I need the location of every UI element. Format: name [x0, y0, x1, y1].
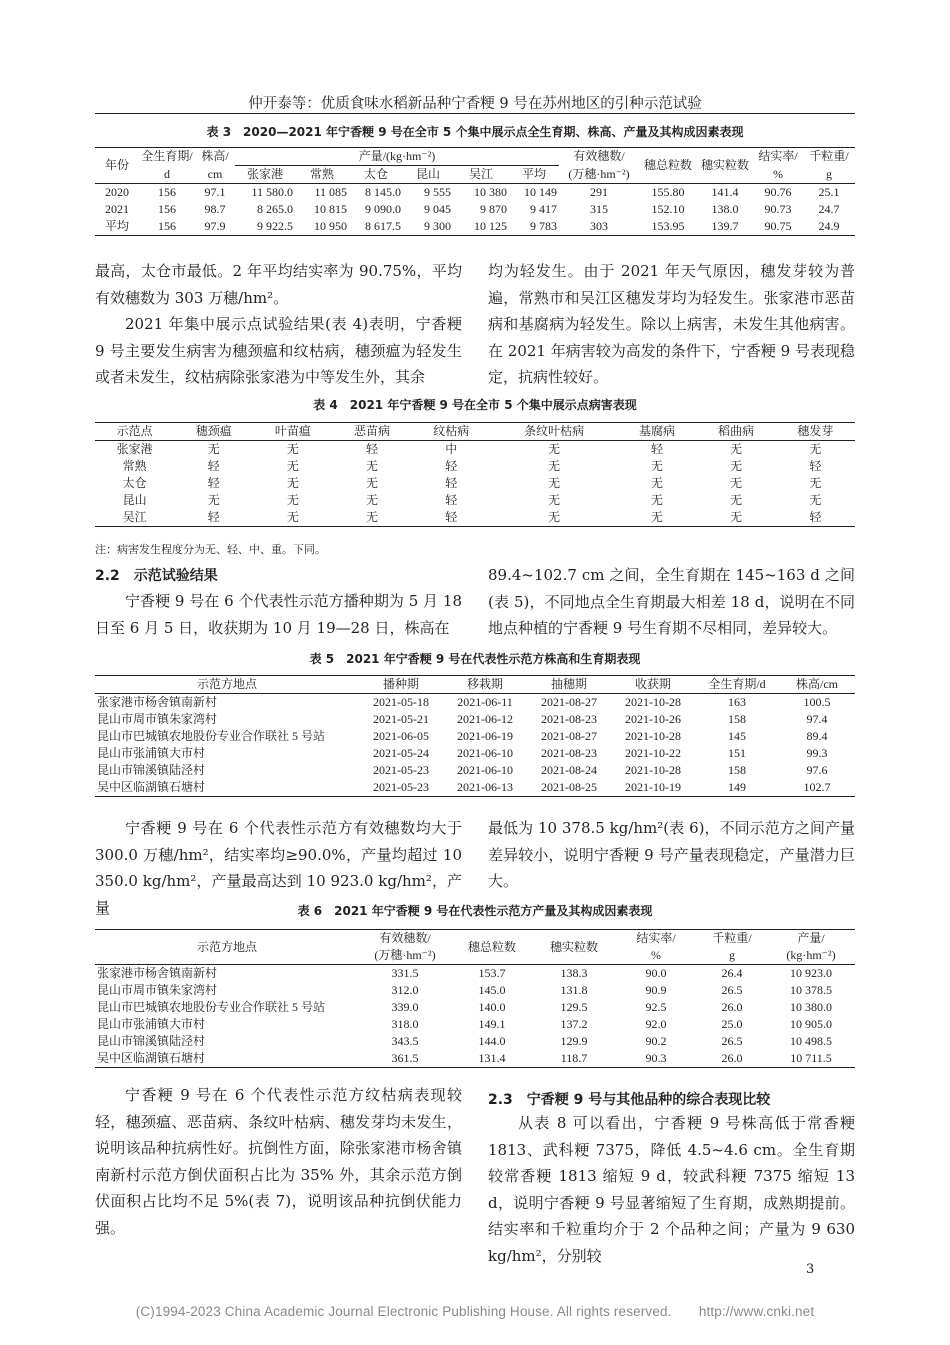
table5-caption: 表 5 2021 年宁香粳 9 号在代表性示范方株高和生育期表现: [309, 652, 641, 666]
para1-left-p1: 最高，太仓市最低。2 年平均结实率为 90.75%，平均有效穗数为 303 万穗/hm²。: [95, 262, 462, 307]
t6-h-yield-unit: (kg·hm⁻²): [786, 948, 836, 962]
table-cell: 无: [366, 459, 379, 473]
table-cell: 太仓: [122, 476, 147, 490]
table-cell: 26.5: [721, 983, 743, 997]
table-row: [95, 201, 855, 218]
table-cell: 26.0: [721, 1000, 743, 1014]
table-cell: 吴中区临湖镇石塘村: [97, 1051, 206, 1065]
table-cell: 140.0: [478, 1000, 506, 1014]
t6-h-tgw: [697, 930, 767, 965]
table-cell: 9 555: [424, 185, 451, 199]
table-cell: 2021-06-19: [457, 729, 513, 743]
table-cell: 149: [728, 780, 746, 794]
column-header: 穗颈瘟: [195, 424, 232, 438]
table-cell: 无: [809, 476, 822, 490]
table-row: [95, 745, 855, 762]
table-cell: 315: [590, 202, 608, 216]
table-row: [95, 779, 855, 797]
table-cell: 无: [650, 476, 663, 490]
table3-caption: 表 3 2020—2021 年宁香粳 9 号在全市 5 个集中展示点全生育期、株高、产量及其构成因素表现: [206, 125, 744, 139]
table-cell: 138.0: [711, 202, 739, 216]
table-cell: 92.5: [645, 1000, 667, 1014]
table-cell: 2021-06-05: [373, 729, 429, 743]
table-cell: 8 617.5: [365, 219, 401, 233]
t6-h-yield: [767, 930, 855, 965]
table-cell: 常熟: [122, 459, 147, 473]
table-cell: 10 711.5: [790, 1051, 832, 1065]
header-rule: [95, 113, 855, 114]
table-cell: 无: [286, 510, 299, 524]
table-cell: 无: [548, 476, 561, 490]
para2-right: [488, 815, 855, 895]
table-cell: 2021-06-12: [457, 712, 513, 726]
t3-h-site: 太仓: [363, 167, 388, 181]
table-cell: 2021-10-26: [625, 712, 681, 726]
table-cell: 9 045: [424, 202, 451, 216]
table-header-row: [95, 676, 855, 694]
table-cell: 昆山市巴城镇农地股份专业合作联社 5 号站: [97, 729, 326, 743]
table-cell: 26.5: [721, 1034, 743, 1048]
table-row: [95, 982, 855, 999]
t3-h-yield: 产量/(kg·hm⁻²): [235, 148, 559, 166]
t3-h-year: 年份: [95, 148, 139, 184]
table-cell: 轻: [809, 510, 822, 524]
table-header-row: [95, 423, 855, 441]
table-cell: 轻: [366, 442, 379, 456]
t6-h-filled: 穗实粒数: [549, 939, 598, 954]
table-cell: 2021-10-28: [625, 695, 681, 709]
table-row: [95, 184, 855, 202]
para3-left: [95, 1082, 462, 1241]
table-cell: 97.9: [204, 219, 226, 233]
table-cell: 361.5: [391, 1051, 419, 1065]
table-cell: 145: [728, 729, 746, 743]
column-header: 稻曲病: [718, 424, 755, 438]
table-cell: 343.5: [391, 1034, 419, 1048]
t6-h-tgw-label: 千粒重/: [712, 931, 752, 945]
column-header: 播种期: [382, 677, 419, 691]
column-header: 纹枯病: [433, 424, 470, 438]
table-cell: 25.1: [818, 185, 840, 199]
para1-right: [488, 258, 855, 391]
table-row: [95, 965, 855, 983]
t6-h-yield-label: 产量/: [797, 931, 825, 945]
t6-h-tgw-unit: g: [729, 948, 735, 962]
table-cell: 无: [286, 476, 299, 490]
table-cell: 2021-05-23: [373, 780, 429, 794]
table-cell: 339.0: [391, 1000, 419, 1014]
table-cell: 97.6: [806, 763, 828, 777]
table4: [95, 422, 855, 527]
table-cell: 无: [366, 476, 379, 490]
column-header: 叶苗瘟: [274, 424, 311, 438]
table4-note: 注：病害发生程度分为无、轻、中、重。下同。: [95, 543, 326, 556]
table6-caption: 表 6 2021 年宁香粳 9 号在代表性示范方产量及其构成因素表现: [297, 904, 653, 918]
table-cell: 9 090.0: [365, 202, 401, 216]
table-cell: 11 580.0: [251, 185, 293, 199]
para1-right-p: 均为轻发生。由于 2021 年天气原因，穗发芽较为普遍，常熟市和吴江区穗发芽均为轻发生。张家港市恶苗病和基腐病为轻发生。除以上病害，未发生其他病害。在 2021 年病害较为高发的条件下，宁香粳 9 号表现稳定，抗病性较好。: [488, 262, 855, 386]
table-cell: 张家港市杨舍镇南新村: [97, 695, 218, 709]
table-cell: 118.7: [560, 1051, 588, 1065]
table-cell: 2020: [105, 185, 129, 199]
table-cell: 102.7: [803, 780, 831, 794]
table-cell: 昆山市锦溪镇陆泾村: [97, 763, 206, 777]
table-row: [95, 762, 855, 779]
table-cell: 137.2: [560, 1017, 588, 1031]
table-cell: 139.7: [711, 219, 739, 233]
table-cell: 无: [650, 459, 663, 473]
table-cell: 8 265.0: [257, 202, 293, 216]
table-cell: 10 149: [524, 185, 557, 199]
table-cell: 131.4: [478, 1051, 506, 1065]
t6-h-panicles-label: 有效穗数/: [379, 931, 431, 945]
table-cell: 2021-10-22: [625, 746, 681, 760]
t3-h-tgw-unit: g: [826, 166, 832, 181]
table-row: [95, 1016, 855, 1033]
table-cell: 轻: [207, 476, 220, 490]
column-header: 收获期: [634, 677, 671, 691]
t3-h-growth: 全生育期/: [141, 149, 193, 164]
table-row: [95, 218, 855, 236]
table-cell: 2021: [105, 202, 129, 216]
table-cell: 153.95: [651, 219, 685, 233]
table-cell: 163: [728, 695, 746, 709]
table-cell: 2021-06-11: [457, 695, 513, 709]
copyright-footer: (C)1994-2023 China Academic Journal Electronic Publishing House. All rights reserved. http://www.cnki.net: [135, 1304, 815, 1319]
table-cell: 2021-08-27: [541, 729, 597, 743]
table-row: [95, 711, 855, 728]
column-header: 恶苗病: [354, 424, 391, 438]
table-cell: 轻: [445, 459, 458, 473]
table-cell: 无: [286, 442, 299, 456]
para3-left-p: 宁香粳 9 号在 6 个代表性示范方纹枯病表现较轻，穗颈瘟、恶苗病、条纹叶枯病、穗发芽均未发生，说明该品种抗病性好。抗倒性方面，除张家港市杨舍镇南新村示范方倒伏面积占比为 35% 外，其余示范方倒伏面积占比均不足 5%(表 7)，说明该品种抗倒伏能力强。: [95, 1086, 462, 1237]
section23-body: [488, 1110, 855, 1269]
t6-h-panicles: [359, 930, 451, 965]
table-cell: 318.0: [391, 1017, 419, 1031]
section23-text: 从表 8 可以看出，宁香粳 9 号株高低于常香粳 1813、武科粳 7375，降低 4.5~4.6 cm。全生育期较常香粳 1813 缩短 9 d，较武科粳 7375 缩短 13 d，说明宁香粳 9 号显著缩短了生育期，成熟期提前。结实率和千粒重均介于 2 个品种之间；产量为 9 630 kg/hm²，分别较: [488, 1114, 855, 1265]
table-cell: 无: [366, 510, 379, 524]
table-cell: 无: [548, 493, 561, 507]
section22-right: [488, 562, 855, 642]
table-cell: 轻: [650, 442, 663, 456]
table-cell: 97.4: [806, 712, 828, 726]
table-cell: 9 922.5: [257, 219, 293, 233]
table-cell: 吴中区临湖镇石塘村: [97, 780, 206, 794]
table-row: [95, 1050, 855, 1068]
table-cell: 144.0: [478, 1034, 506, 1048]
table-row: [95, 694, 855, 712]
section22-right-p: 89.4~102.7 cm 之间，全生育期在 145~163 d 之间(表 5)，不同地点全生育期最大相差 18 d，说明在不同地点种植的宁香粳 9 号生育期不尽相同，差异较大。: [488, 566, 855, 637]
table-cell: 151: [728, 746, 746, 760]
table-cell: 98.7: [204, 202, 226, 216]
table-cell: 无: [730, 493, 743, 507]
table-row: [95, 509, 855, 527]
table-cell: 11 085: [314, 185, 347, 199]
table-cell: 158: [728, 763, 746, 777]
table-cell: 2021-06-10: [457, 746, 513, 760]
table-cell: 10 815: [314, 202, 347, 216]
table-cell: 昆山市张浦镇大市村: [97, 746, 206, 760]
table-cell: 10 380.0: [790, 1000, 832, 1014]
table-row: [95, 458, 855, 475]
table-cell: 昆山市锦溪镇陆泾村: [97, 1034, 206, 1048]
table-cell: 无: [548, 510, 561, 524]
table-cell: 轻: [445, 510, 458, 524]
table-cell: 无: [650, 510, 663, 524]
table-cell: 无: [207, 442, 220, 456]
table-cell: 131.8: [560, 983, 588, 997]
t6-h-setting: [615, 930, 697, 965]
t3-h-setting-unit: %: [773, 166, 783, 181]
t6-h-setting-unit: %: [651, 948, 661, 962]
t6-h-spikelets: 穗总粒数: [467, 939, 516, 954]
table-cell: 92.0: [645, 1017, 667, 1031]
t3-h-site: 常熟: [309, 167, 334, 181]
table-cell: 2021-08-23: [541, 746, 597, 760]
table-cell: 9 783: [530, 219, 557, 233]
table-cell: 昆山市巴城镇农地股份专业合作联社 5 号站: [97, 1000, 326, 1014]
table-cell: 轻: [207, 510, 220, 524]
table-row: [95, 475, 855, 492]
t3-h-site: 吴江: [468, 167, 493, 181]
t3-h-site: 张家港: [246, 167, 283, 181]
table-cell: 2021-08-24: [541, 763, 597, 777]
table-cell: 昆山: [122, 493, 147, 507]
table-cell: 无: [207, 493, 220, 507]
table-cell: 9 300: [424, 219, 451, 233]
table-cell: 张家港: [116, 442, 153, 456]
column-header: 条纹叶枯病: [524, 424, 585, 438]
column-header: 基腐病: [638, 424, 675, 438]
table-cell: 无: [286, 459, 299, 473]
table-cell: 2021-10-28: [625, 763, 681, 777]
table-cell: 无: [730, 459, 743, 473]
table-cell: 轻: [207, 459, 220, 473]
table-cell: 156: [158, 219, 176, 233]
table-cell: 平均: [104, 219, 129, 233]
table-cell: 97.1: [204, 185, 226, 199]
table-cell: 25.0: [721, 1017, 743, 1031]
column-header: 示范方地点: [196, 677, 257, 691]
column-header: 抽穗期: [550, 677, 587, 691]
table-cell: 张家港市杨舍镇南新村: [97, 966, 218, 980]
table-cell: 无: [809, 442, 822, 456]
table-cell: 8 145.0: [365, 185, 401, 199]
table-row: [95, 492, 855, 509]
table-cell: 10 923.0: [790, 966, 832, 980]
column-header: 株高/cm: [796, 677, 838, 691]
table-cell: 26.4: [721, 966, 743, 980]
table-cell: 无: [548, 442, 561, 456]
table-cell: 9 870: [480, 202, 507, 216]
para1-left-p2: 2021 年集中展示点试验结果(表 4)表明，宁香粳 9 号主要发生病害为穗颈瘟和纹枯病，穗颈瘟为轻发生或者未发生，纹枯病除张家港为中等发生外，其余: [95, 315, 462, 386]
column-header: 示范点: [116, 424, 153, 438]
table-cell: 158: [728, 712, 746, 726]
t6-h-site: 示范方地点: [196, 939, 257, 954]
column-header: 移栽期: [466, 677, 503, 691]
table-cell: 10 905.0: [790, 1017, 832, 1031]
table-cell: 24.9: [818, 219, 840, 233]
table-cell: 90.2: [645, 1034, 667, 1048]
table-cell: 2021-05-21: [373, 712, 429, 726]
table-cell: 2021-05-18: [373, 695, 429, 709]
table-cell: 2021-08-25: [541, 780, 597, 794]
table-cell: 10 125: [474, 219, 507, 233]
table-cell: 10 950: [314, 219, 347, 233]
table-cell: 141.4: [711, 185, 739, 199]
table-cell: 无: [730, 476, 743, 490]
table-cell: 331.5: [391, 966, 419, 980]
table-cell: 90.3: [645, 1051, 667, 1065]
table-cell: 昆山市周市镇朱家湾村: [97, 712, 218, 726]
table-row: [95, 1033, 855, 1050]
table-cell: 2021-08-23: [541, 712, 597, 726]
table-cell: 吴江: [122, 510, 147, 524]
table-cell: 无: [286, 493, 299, 507]
t3-h-site: 昆山: [415, 167, 440, 181]
table-cell: 轻: [809, 459, 822, 473]
table6: [95, 929, 855, 1068]
t3-h-height-unit: cm: [207, 166, 223, 181]
table-cell: 中: [445, 442, 458, 456]
table-cell: 303: [590, 219, 608, 233]
table-cell: 2021-06-10: [457, 763, 513, 777]
table-cell: 152.10: [651, 202, 685, 216]
table-cell: 145.0: [478, 983, 506, 997]
table-row: [95, 999, 855, 1016]
table-cell: 312.0: [391, 983, 419, 997]
t3-h-spikelets: 穗总粒数: [639, 148, 697, 184]
table-cell: 291: [590, 185, 608, 199]
t3-h-growth-unit: d: [164, 166, 170, 181]
table-cell: 2021-06-13: [457, 780, 513, 794]
table-cell: 156: [158, 185, 176, 199]
table-cell: 156: [158, 202, 176, 216]
t3-h-filled: 穗实粒数: [697, 148, 753, 184]
page-number: 3: [806, 1262, 815, 1277]
t3-h-panicles-unit: (万穗·hm⁻²): [568, 166, 630, 181]
table-cell: 昆山市张浦镇大市村: [97, 1017, 206, 1031]
t6-h-panicles-unit: (万穗·hm⁻²): [374, 948, 436, 962]
table-cell: 9 417: [530, 202, 557, 216]
column-header: 全生育期/d: [708, 677, 766, 691]
table-cell: 90.73: [764, 202, 792, 216]
table-cell: 轻: [445, 493, 458, 507]
running-header: 仲开泰等：优质食味水稻新品种宁香粳 9 号在苏州地区的引种示范试验: [248, 96, 702, 112]
table-cell: 153.7: [478, 966, 506, 980]
section22-left-p: 宁香粳 9 号在 6 个代表性示范方播种期为 5 月 18 日至 6 月 5 日，收获期为 10 月 19—28 日，株高在: [95, 592, 462, 637]
table-cell: 129.5: [560, 1000, 588, 1014]
table-cell: 99.3: [806, 746, 828, 760]
table-cell: 2021-05-24: [373, 746, 429, 760]
table-cell: 10 378.5: [790, 983, 832, 997]
column-header: 穗发芽: [797, 424, 834, 438]
section-2-2-title: 2.2 示范试验结果: [95, 568, 218, 584]
t3-h-tgw: 千粒重/: [809, 149, 849, 164]
t6-h-setting-label: 结实率/: [636, 931, 676, 945]
table-cell: 89.4: [806, 729, 828, 743]
table-cell: 90.0: [645, 966, 667, 980]
table-cell: 24.7: [818, 202, 840, 216]
table-cell: 无: [730, 442, 743, 456]
t3-h-panicles: 有效穗数/: [573, 149, 625, 164]
table-cell: 2021-10-28: [625, 729, 681, 743]
table-cell: 无: [548, 459, 561, 473]
table-cell: 2021-10-19: [625, 780, 681, 794]
t3-h-setting: 结实率/: [758, 149, 798, 164]
table-cell: 轻: [445, 476, 458, 490]
table3: [95, 147, 855, 236]
table-cell: 无: [809, 493, 822, 507]
para2-right-p: 最低为 10 378.5 kg/hm²(表 6)，不同示范方之间产量差异较小，说明宁香粳 9 号产量表现稳定，产量潜力巨大。: [488, 819, 855, 890]
table-cell: 无: [650, 493, 663, 507]
table-cell: 100.5: [803, 695, 831, 709]
table-cell: 无: [730, 510, 743, 524]
t3-h-site: 平均: [521, 167, 546, 181]
table-cell: 无: [366, 493, 379, 507]
section22-left: [95, 588, 462, 641]
table-cell: 149.1: [478, 1017, 506, 1031]
t3-h-height: 株高/: [201, 149, 229, 164]
table-cell: 90.76: [764, 185, 792, 199]
table-cell: 129.9: [560, 1034, 588, 1048]
table-cell: 2021-05-23: [373, 763, 429, 777]
para1-left: [95, 258, 462, 391]
table-cell: 90.9: [645, 983, 667, 997]
table-cell: 10 380: [474, 185, 507, 199]
section-2-3-title: 2.3 宁香粳 9 号与其他品种的综合表现比较: [488, 1092, 771, 1108]
table-cell: 138.3: [560, 966, 588, 980]
table-cell: 昆山市周市镇朱家湾村: [97, 983, 218, 997]
table-cell: 26.0: [721, 1051, 743, 1065]
table-row: [95, 728, 855, 745]
table-cell: 155.80: [651, 185, 685, 199]
table-row: [95, 441, 855, 459]
table-cell: 90.75: [764, 219, 792, 233]
table5: [95, 675, 855, 797]
table-cell: 10 498.5: [790, 1034, 832, 1048]
table-cell: 2021-08-27: [541, 695, 597, 709]
para2-left-p: 宁香粳 9 号在 6 个代表性示范方有效穗数均大于 300.0 万穗/hm²，结实率均≥90.0%，产量均超过 10 350.0 kg/hm²，产量最高达到 10 923.0 kg/hm²，产量: [95, 819, 462, 917]
table4-caption: 表 4 2021 年宁香粳 9 号在全市 5 个集中展示点病害表现: [313, 398, 637, 412]
